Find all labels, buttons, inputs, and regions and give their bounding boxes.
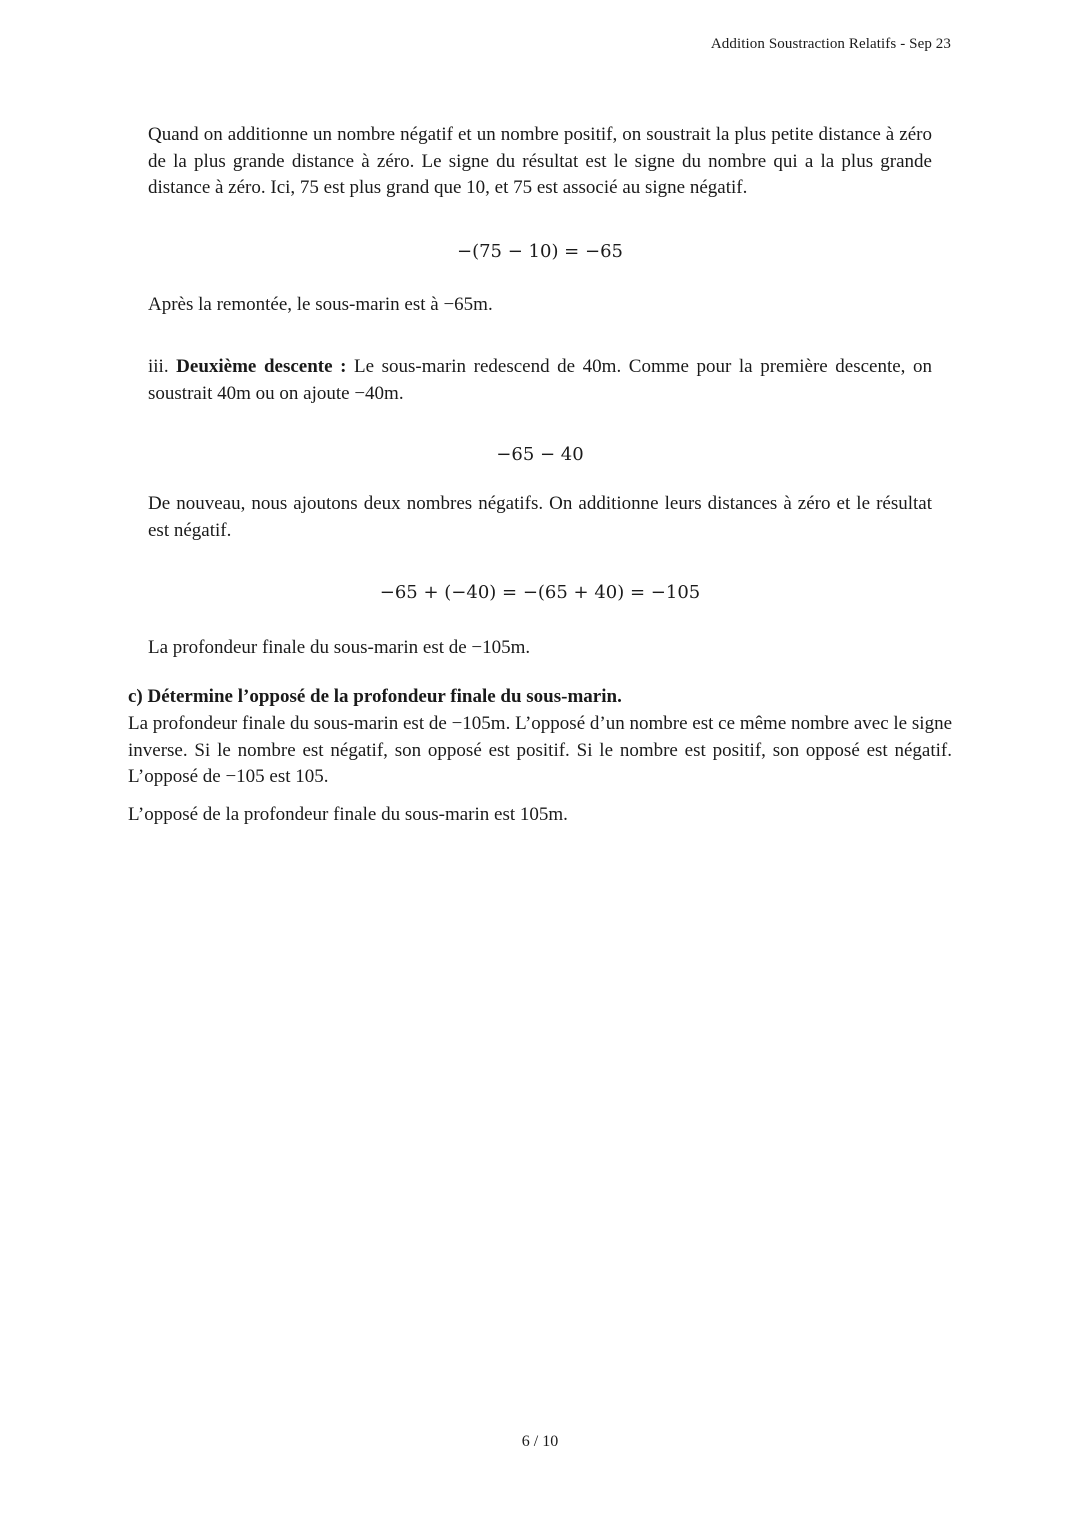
paragraph-negative-sum: De nouveau, nous ajoutons deux nombres négatifs. On additionne leurs distances à zéro et le résultat est négatif. — [148, 493, 932, 541]
paragraph-after-ascent: Après la remontée, le sous-marin est à −65m. — [148, 294, 493, 315]
paragraph-opposite-result: L’opposé de la profondeur finale du sous-marin est 105m. — [128, 804, 568, 825]
paragraph-second-descent — [148, 354, 932, 407]
question-c-heading: c) Détermine l’opposé de la profondeur finale du sous-marin. — [128, 686, 622, 707]
page-number: 6 / 10 — [521, 1433, 559, 1450]
paragraph-opposite-definition: La profondeur finale du sous-marin est de −105m. L’opposé d’un nombre est ce même nombre avec le signe inverse. Si le nombre est négatif, son opposé est positif. Si le nombre est positif, son opposé est négatif. L’opposé de −105 est 105. — [128, 713, 952, 787]
equation-second-descent — [0, 441, 1080, 468]
page-header: Addition Soustraction Relatifs - Sep 23 — [710, 36, 951, 52]
equation-ascent-text: −(75 − 10) = −65 — [457, 241, 623, 262]
equation-final-depth — [0, 579, 1080, 606]
paragraph-final-depth: La profondeur finale du sous-marin est de −105m. — [148, 637, 531, 658]
paragraph-sign-rule: Quand on additionne un nombre négatif et un nombre positif, on soustrait la plus petite distance à zéro de la plus grande distance à zéro. Le signe du résultat est le signe du nombre qui a la plus grande distance à zéro. Ici, 75 est plus grand que 10, et 75 est associé au signe négatif. — [148, 124, 932, 198]
equation-second-descent-text: −65 − 40 — [496, 444, 584, 465]
step-title: Deuxième descente : — [176, 356, 347, 377]
step-number: iii. — [148, 356, 177, 377]
step-text: Le sous-marin redescend de 40m. Comme pour la première descente, on soustrait 40m ou on ajoute −40m. — [148, 356, 933, 404]
equation-final-depth-text: −65 + (−40) = −(65 + 40) = −105 — [379, 582, 701, 603]
equation-ascent — [0, 238, 1080, 265]
